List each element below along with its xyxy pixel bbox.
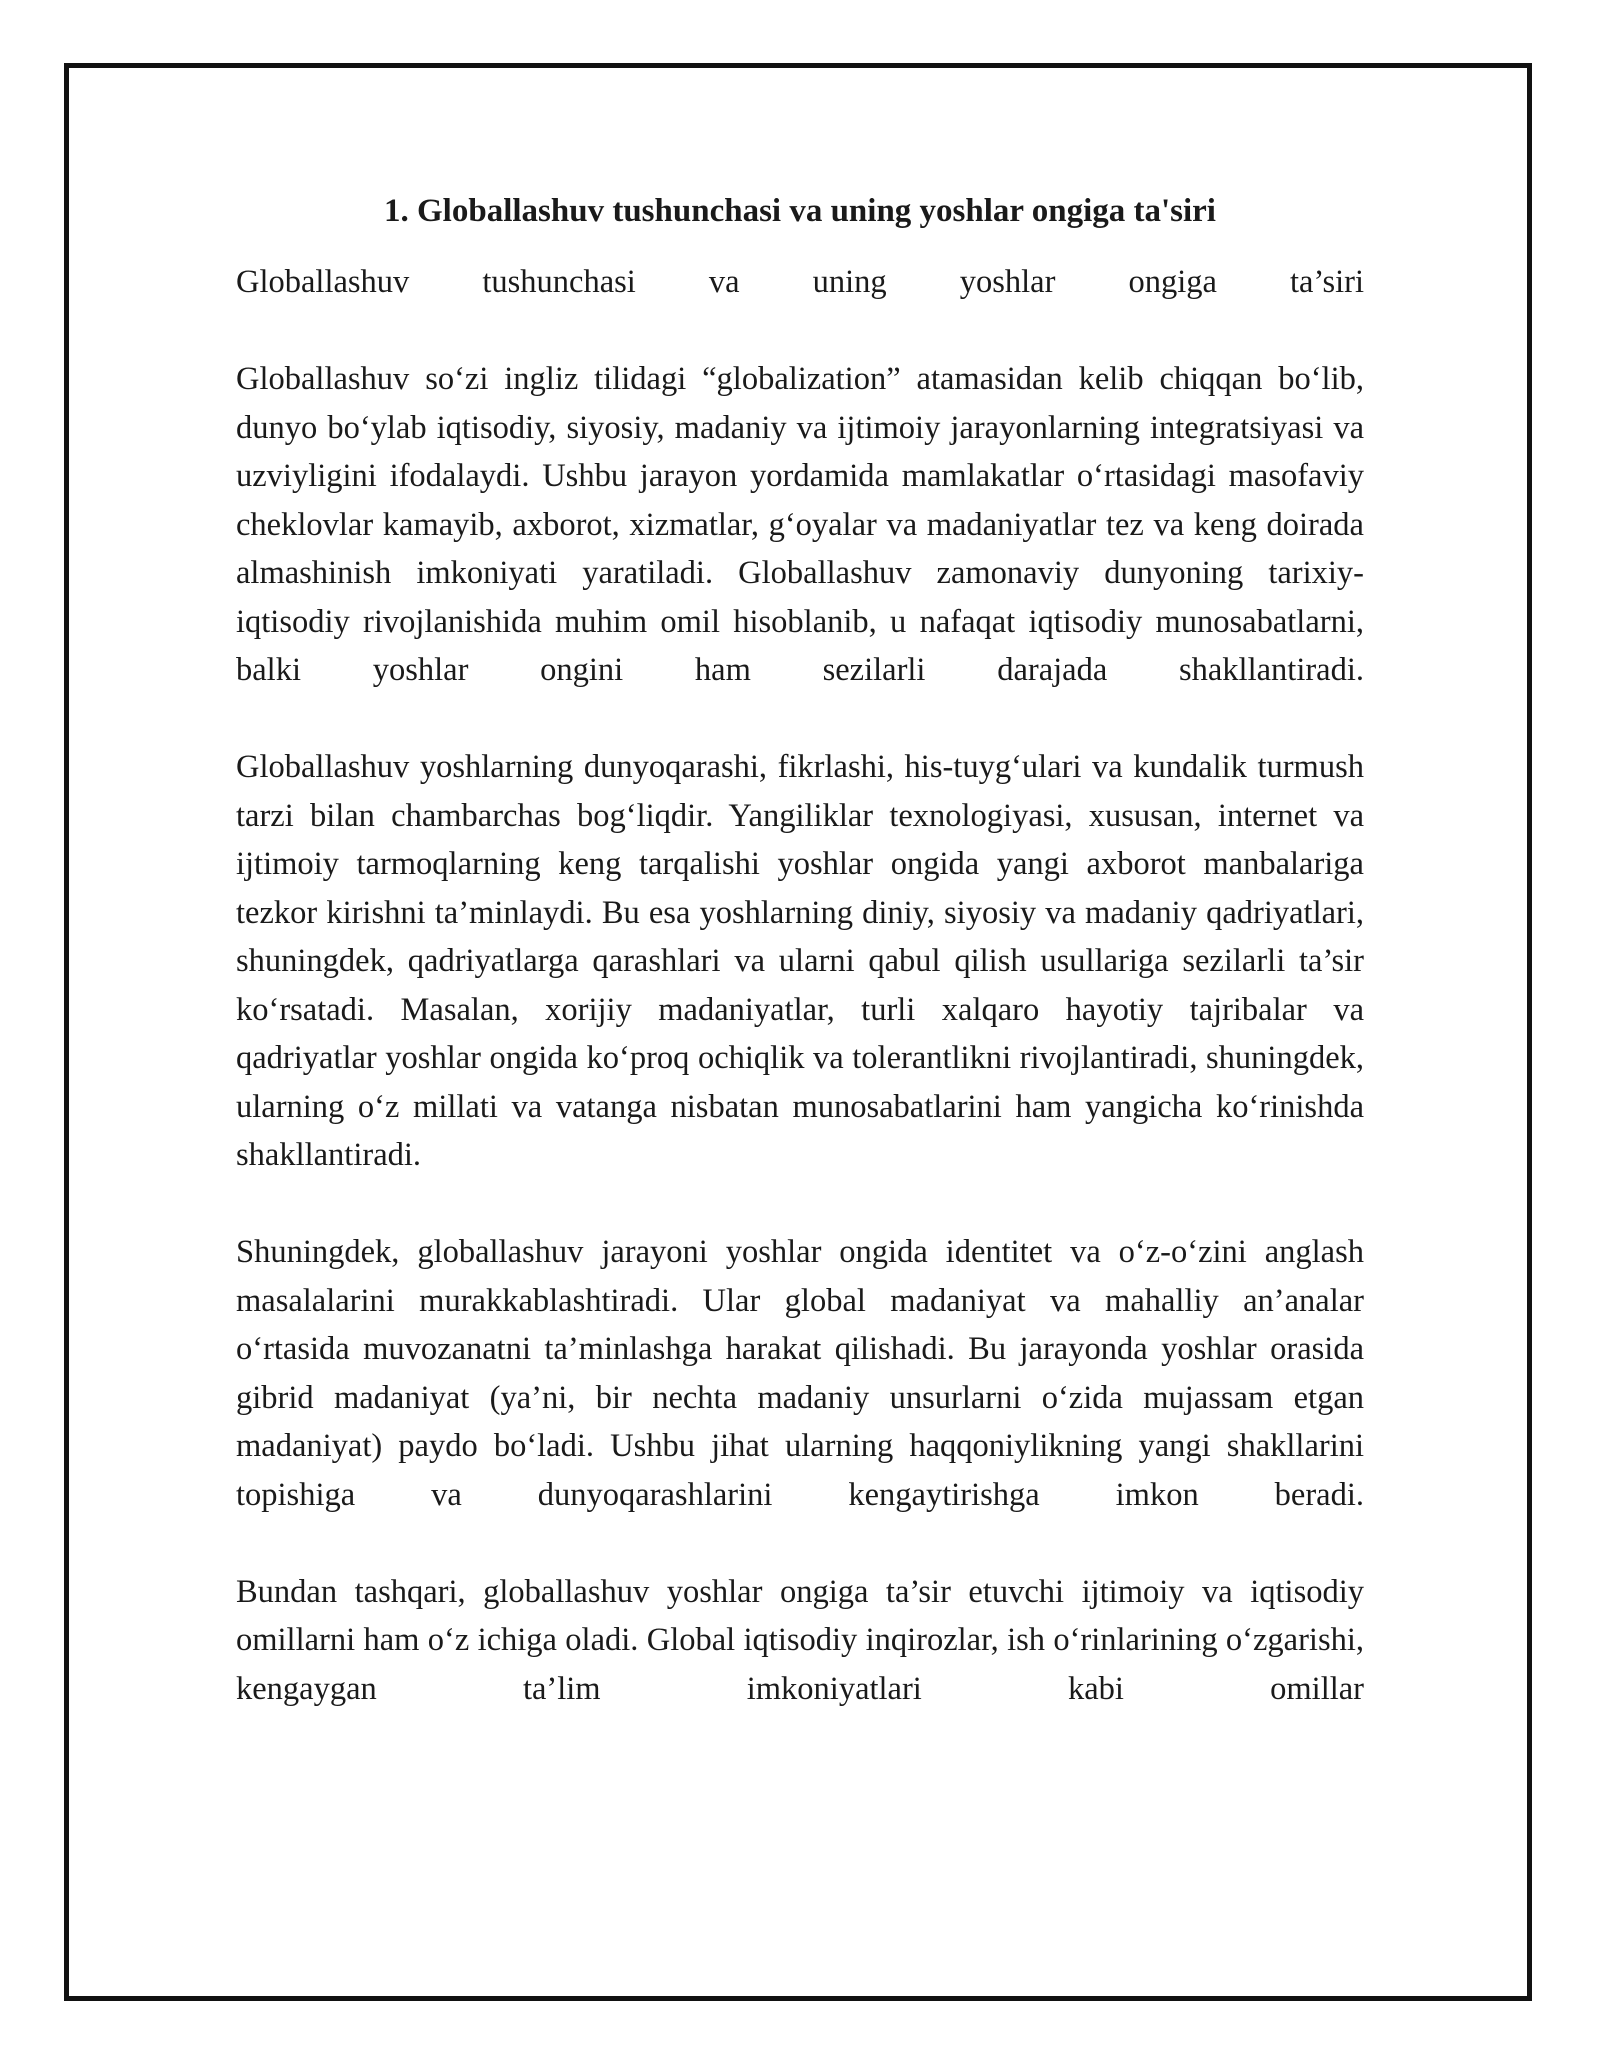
document-subtitle: Globallashuv tushunchasi va uning yoshlar ongiga ta’siri — [236, 264, 1364, 300]
paragraph-1: Globallashuv so‘zi ingliz tilidagi “globalization” atamasidan kelib chiqqan bo‘lib, dunyo bo‘ylab iqtisodiy, siyosiy, madaniy va ijtimoiy jarayonlarning integratsiyasi va uzviyligini ifodalaydi. Ushbu jarayon yordamida mamlakatlar o‘rtasidagi masofaviy cheklovlar kamayib, axborot, xizmatlar, g‘oyalar va madaniyatlar tez va keng doirada almashinish imkoniyati yaratiladi. Globallashuv zamonaviy dunyoning tarixiy-iqtisodiy rivojlanishida muhim omil hisoblanib, u nafaqat iqtisodiy munosabatlarni, balki yoshlar ongini ham sezilarli darajada shakllantiradi. — [236, 361, 1364, 688]
paragraph-3: Shuningdek, globallashuv jarayoni yoshlar ongida identitet va o‘z-o‘zini anglash masalalarini murakkablashtiradi. Ular global madaniyat va mahalliy an’analar o‘rtasida muvozanatni ta’minlashga harakat qilishadi. Bu jarayonda yoshlar orasida gibrid madaniyat (ya’ni, bir nechta madaniy unsurlarni o‘zida mujassam etgan madaniyat) paydo bo‘ladi. Ushbu jihat ularning haqqoniylikning yangi shakllarini topishiga va dunyoqarashlarini kengaytirishga imkon beradi. — [236, 1234, 1364, 1513]
paragraph-4: Bundan tashqari, globallashuv yoshlar ongiga ta’sir etuvchi ijtimoiy va iqtisodiy omillarni ham o‘z ichiga oladi. Global iqtisodiy inqirozlar, ish o‘rinlarining o‘zgarishi, kengaygan ta’lim imkoniyatlari kabi omillar — [236, 1573, 1364, 1707]
paragraph-2: Globallashuv yoshlarning dunyoqarashi, fikrlashi, his-tuyg‘ulari va kundalik turmush tarzi bilan chambarchas bog‘liqdir. Yangiliklar texnologiyasi, xususan, internet va ijtimoiy tarmoqlarning keng tarqalishi yoshlar ongida yangi axborot manbalariga tezkor kirishni ta’minlaydi. Bu esa yoshlarning diniy, siyosiy va madaniy qadriyatlari, shuningdek, qadriyatlarga qarashlari va ularni qabul qilish usullariga sezilarli ta’sir ko‘rsatadi. Masalan, xorijiy madaniyatlar, turli xalqaro hayotiy tajribalar va qadriyatlar yoshlar ongida ko‘proq ochiqlik va tolerantlikni rivojlantiradi, shuningdek, ularning o‘z millati va vatanga nisbatan munosabatlarini ham yangicha ko‘rinishda shakllantiradi. — [236, 749, 1364, 1173]
document-title: 1. Globallashuv tushunchasi va uning yoshlar ongiga ta'siri — [384, 193, 1216, 229]
document-body — [236, 188, 1364, 1762]
